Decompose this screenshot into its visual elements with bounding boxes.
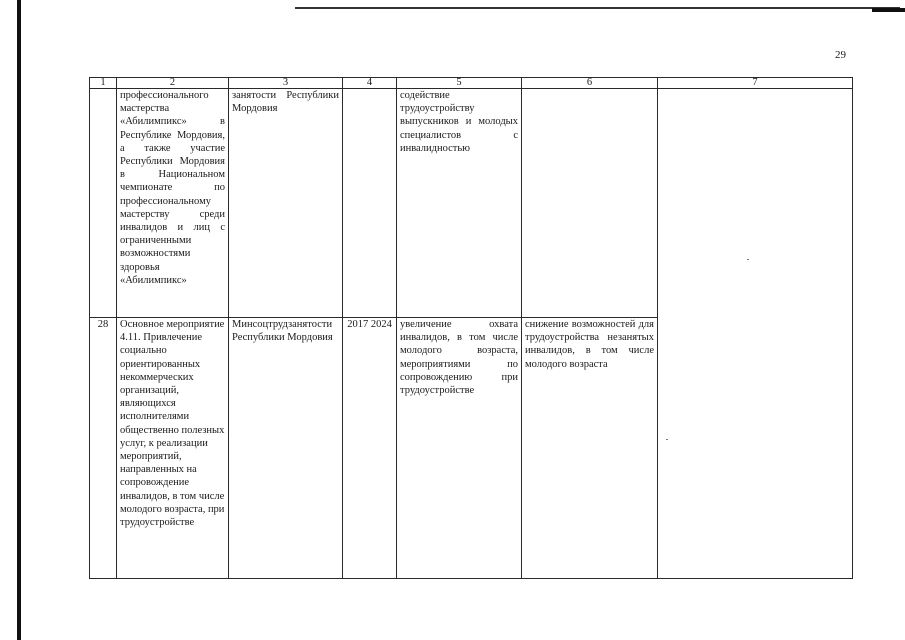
scan-speck — [747, 259, 749, 260]
scan-speck — [666, 439, 668, 440]
header-col-2: 2 — [117, 78, 229, 89]
header-col-1: 1 — [90, 78, 117, 89]
years — [343, 89, 397, 318]
scan-edge-top — [295, 7, 900, 9]
table-row — [90, 89, 853, 318]
header-col-5: 5 — [397, 78, 522, 89]
consequence — [522, 89, 658, 318]
executor: Минсоцтрудзанятости Республики Мордовия — [229, 318, 343, 579]
consequence: снижение возможностей для трудоустройства незанятых инвалидов, в том числе молодого возраста — [522, 318, 658, 579]
row-number — [90, 89, 117, 318]
expected-result: содействие трудоустройству выпускников и молодых специалистов с инвалидностью — [397, 89, 522, 318]
years: 2017 2024 — [343, 318, 397, 579]
link-to-indicators — [658, 89, 853, 579]
table-header-row — [90, 78, 853, 89]
row-number: 28 — [90, 318, 117, 579]
scan-edge-top-corner — [872, 8, 905, 12]
measure-name: Основное мероприятие 4.11. Привлечение социально ориентированных некоммерческих организаций, являющихся исполнителями общественно полезных услуг, к реализации мероприятий, направленных на сопровождение инвалидов, в том числе молодого возраста, при трудоустройстве — [117, 318, 229, 579]
header-col-4: 4 — [343, 78, 397, 89]
measure-name: профессионального мастерства «Абилимпикс» в Республике Мордовия, а также участие Республики Мордовия в Национальном чемпионате по профессиональному мастерству среди инвалидов и лиц с ограниченными возможностями здоровья «Абилимпикс» — [117, 89, 229, 318]
header-col-7: 7 — [658, 78, 853, 89]
page-number: 29 — [835, 49, 846, 61]
program-measures-table — [89, 77, 853, 579]
header-col-3: 3 — [229, 78, 343, 89]
scan-edge-left — [17, 0, 21, 640]
header-col-6: 6 — [522, 78, 658, 89]
executor: занятости Республики Мордовия — [229, 89, 343, 318]
expected-result: увеличение охвата инвалидов, в том числе молодого возраста, мероприятиями по сопровождению при трудоустройстве — [397, 318, 522, 579]
